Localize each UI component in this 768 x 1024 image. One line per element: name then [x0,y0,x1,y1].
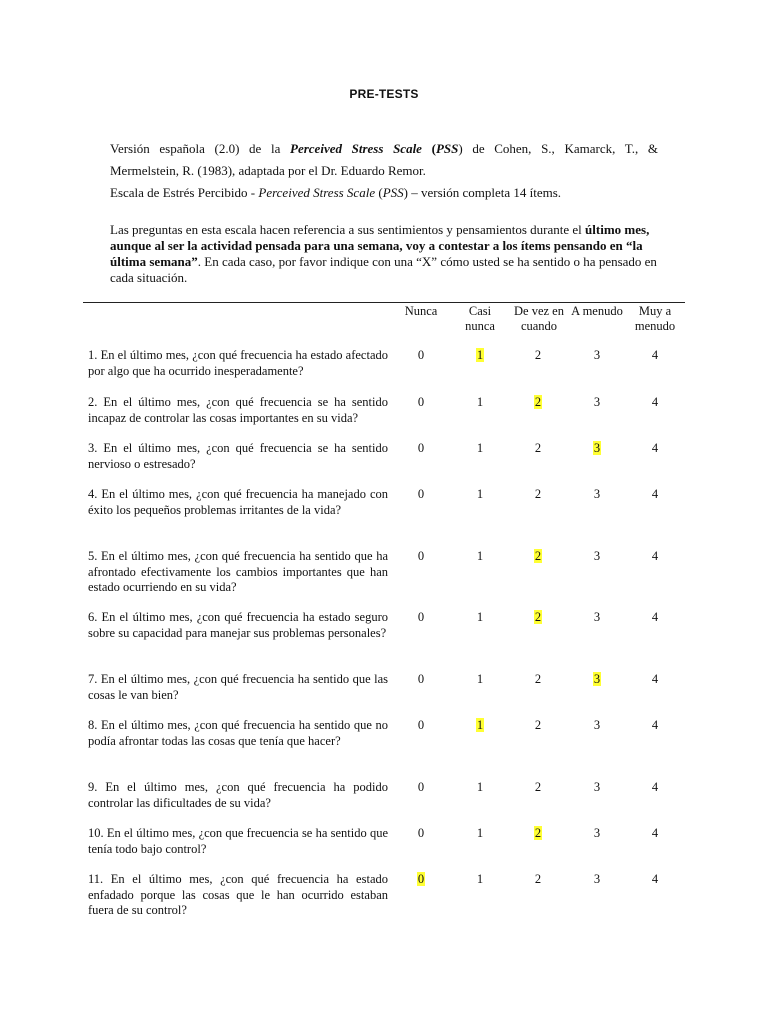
answer-option-1-selected[interactable] [460,718,500,734]
instructions-text: . En cada caso, por favor indique con una “X” cómo usted se ha sentido o ha pensado en cada situación. [110,254,657,285]
answer-option-1[interactable] [460,672,500,688]
answer-value: 1 [476,672,484,686]
answer-option-0[interactable] [401,672,441,688]
answer-option-1[interactable] [460,872,500,888]
page-title: PRE-TESTS [349,87,419,101]
answer-value: 2 [534,718,542,732]
answer-value: 2 [534,780,542,794]
question-text: 1. En el último mes, ¿con qué frecuencia ha estado afectado por algo que ha ocurrido inesperadamente? [88,348,388,378]
answer-option-4[interactable] [635,780,675,796]
answer-option-3-selected[interactable] [577,672,617,688]
question-text: 9. En el último mes, ¿con qué frecuencia ha podido controlar las dificultades de su vida? [88,780,388,810]
answer-value: 3 [593,718,601,732]
answer-value: 1 [476,395,484,409]
column-header-casi-nunca: Casi nunca [465,304,495,333]
answer-option-3[interactable] [577,395,617,411]
answer-option-2[interactable] [518,718,558,734]
scale-abbr: PSS [382,185,404,200]
answer-value: 1 [476,872,484,886]
answer-option-2-selected[interactable] [518,610,558,626]
answer-value: 4 [651,549,659,563]
intro-line-1 [110,138,658,160]
answer-option-0[interactable] [401,395,441,411]
answer-value: 0 [417,348,425,362]
answer-option-0[interactable] [401,780,441,796]
answer-value: 0 [417,610,425,624]
question-text: 11. En el último mes, ¿con qué frecuencia ha estado enfadado porque las cosas que le han ocurrido estaban fuera de su control? [88,872,388,917]
answer-value: 3 [593,872,601,886]
column-header-muy-a-menudo: Muy a menudo [634,304,676,333]
answer-value: 0 [417,872,425,886]
table-top-rule [83,302,685,303]
intro-text: ) – versión completa 14 ítems. [403,185,562,200]
answer-option-0[interactable] [401,487,441,503]
answer-option-0[interactable] [401,549,441,565]
intro-text: ) de Cohen, S., Kamarck, T., & [458,141,658,156]
answer-value: 2 [534,348,542,362]
answer-value: 4 [651,718,659,732]
answer-option-1[interactable] [460,395,500,411]
answer-option-0[interactable] [401,826,441,842]
answer-value: 0 [417,487,425,501]
answer-option-0[interactable] [401,441,441,457]
answer-value: 4 [651,826,659,840]
answer-option-3[interactable] [577,487,617,503]
answer-option-4[interactable] [635,441,675,457]
answer-value: 3 [593,780,601,794]
instructions-text: Las preguntas en esta escala hacen referencia a sus sentimientos y pensamientos durante el [110,222,586,237]
intro-line-2: Mermelstein, R. (1983), adaptada por el Dr. Eduardo Remor. [110,163,426,178]
answer-option-0[interactable] [401,348,441,364]
answer-value: 3 [593,395,601,409]
answer-value: 2 [534,610,542,624]
answer-option-2[interactable] [518,872,558,888]
answer-option-3[interactable] [577,718,617,734]
answer-option-2[interactable] [518,780,558,796]
answer-option-2[interactable] [518,441,558,457]
answer-option-4[interactable] [635,348,675,364]
answer-value: 1 [476,610,484,624]
answer-option-1[interactable] [460,487,500,503]
answer-option-4[interactable] [635,610,675,626]
answer-value: 1 [476,549,484,563]
answer-value: 2 [534,672,542,686]
answer-option-1-selected[interactable] [460,348,500,364]
column-header-de-vez-en-cuando: De vez en cuando [514,304,564,333]
question-text: 6. En el último mes, ¿con qué frecuencia ha estado seguro sobre su capacidad para manejar sus problemas personales? [88,610,388,640]
answer-value: 3 [593,672,601,686]
answer-value: 0 [417,826,425,840]
answer-option-2-selected[interactable] [518,549,558,565]
intro-text: Versión española (2.0) de la [110,141,291,156]
scale-name: Perceived Stress Scale [258,185,376,200]
answer-option-2[interactable] [518,672,558,688]
answer-value: 2 [534,872,542,886]
intro-block [110,138,658,204]
answer-value: 1 [476,826,484,840]
answer-option-2[interactable] [518,348,558,364]
answer-value: 1 [476,441,484,455]
answer-option-4[interactable] [635,826,675,842]
answer-option-4[interactable] [635,487,675,503]
answer-value: 0 [417,549,425,563]
answer-value: 3 [593,826,601,840]
scale-name: Perceived Stress Scale [290,141,422,156]
column-header-nunca: Nunca [404,304,438,318]
answer-value: 2 [534,395,542,409]
intro-text: Escala de Estrés Percibido - [110,185,259,200]
answer-option-3[interactable] [577,348,617,364]
answer-value: 2 [534,487,542,501]
column-header-a-menudo: A menudo [571,304,623,318]
scale-abbr: PSS [435,141,459,156]
instructions [110,222,658,286]
answer-option-1[interactable] [460,610,500,626]
answer-value: 0 [417,718,425,732]
answer-value: 4 [651,348,659,362]
answer-option-2[interactable] [518,487,558,503]
answer-option-3[interactable] [577,610,617,626]
answer-option-0-selected[interactable] [401,872,441,888]
answer-option-4[interactable] [635,549,675,565]
answer-value: 2 [534,549,542,563]
answer-option-3[interactable] [577,872,617,888]
answer-option-4[interactable] [635,872,675,888]
answer-value: 3 [593,441,601,455]
answer-value: 0 [417,672,425,686]
answer-option-2-selected[interactable] [518,826,558,842]
answer-value: 2 [534,441,542,455]
answer-option-4[interactable] [635,718,675,734]
answer-option-4[interactable] [635,672,675,688]
answer-value: 4 [651,672,659,686]
answer-value: 2 [534,826,542,840]
answer-value: 3 [593,348,601,362]
question-text: 5. En el último mes, ¿con qué frecuencia ha sentido que ha afrontado efectivamente los cambios importantes que han estado ocurriendo en su vida? [88,549,388,594]
answer-option-1[interactable] [460,780,500,796]
answer-value: 4 [651,610,659,624]
question-text: 4. En el último mes, ¿con qué frecuencia ha manejado con éxito los pequeños problemas irritantes de la vida? [88,487,388,517]
answer-option-3[interactable] [577,549,617,565]
answer-value: 1 [476,348,484,362]
answer-option-3-selected[interactable] [577,441,617,457]
answer-value: 3 [593,549,601,563]
answer-value: 0 [417,441,425,455]
answer-value: 1 [476,718,484,732]
answer-option-3[interactable] [577,826,617,842]
answer-option-3[interactable] [577,780,617,796]
answer-value: 4 [651,780,659,794]
answer-option-1[interactable] [460,549,500,565]
answer-value: 3 [593,610,601,624]
answer-value: 1 [476,780,484,794]
answer-value: 4 [651,872,659,886]
answer-option-1[interactable] [460,441,500,457]
answer-value: 4 [651,487,659,501]
intro-text: ( [421,141,436,156]
question-text: 3. En el último mes, ¿con qué frecuencia se ha sentido nervioso o estresado? [88,441,388,471]
answer-option-4[interactable] [635,395,675,411]
answer-value: 0 [417,395,425,409]
answer-option-1[interactable] [460,826,500,842]
answer-option-2-selected[interactable] [518,395,558,411]
question-text: 8. En el último mes, ¿con qué frecuencia ha sentido que no podía afrontar todas las cosas que tenía que hacer? [88,718,388,748]
question-text: 7. En el último mes, ¿con qué frecuencia ha sentido que las cosas le van bien? [88,672,388,702]
question-text: 10. En el último mes, ¿con que frecuencia se ha sentido que tenía todo bajo control? [88,826,388,856]
answer-value: 1 [476,487,484,501]
intro-line-3 [110,182,658,204]
answer-value: 3 [593,487,601,501]
answer-option-0[interactable] [401,610,441,626]
question-text: 2. En el último mes, ¿con qué frecuencia se ha sentido incapaz de controlar las cosas importantes en su vida? [88,395,388,425]
intro-text: ( [375,185,383,200]
answer-value: 4 [651,441,659,455]
instructions-emphasis: último mes, aunque al ser la actividad pensada para una semana, voy a contestar a los ítems pensando en “la última semana” [110,222,650,269]
answer-option-0[interactable] [401,718,441,734]
answer-value: 0 [417,780,425,794]
answer-value: 4 [651,395,659,409]
